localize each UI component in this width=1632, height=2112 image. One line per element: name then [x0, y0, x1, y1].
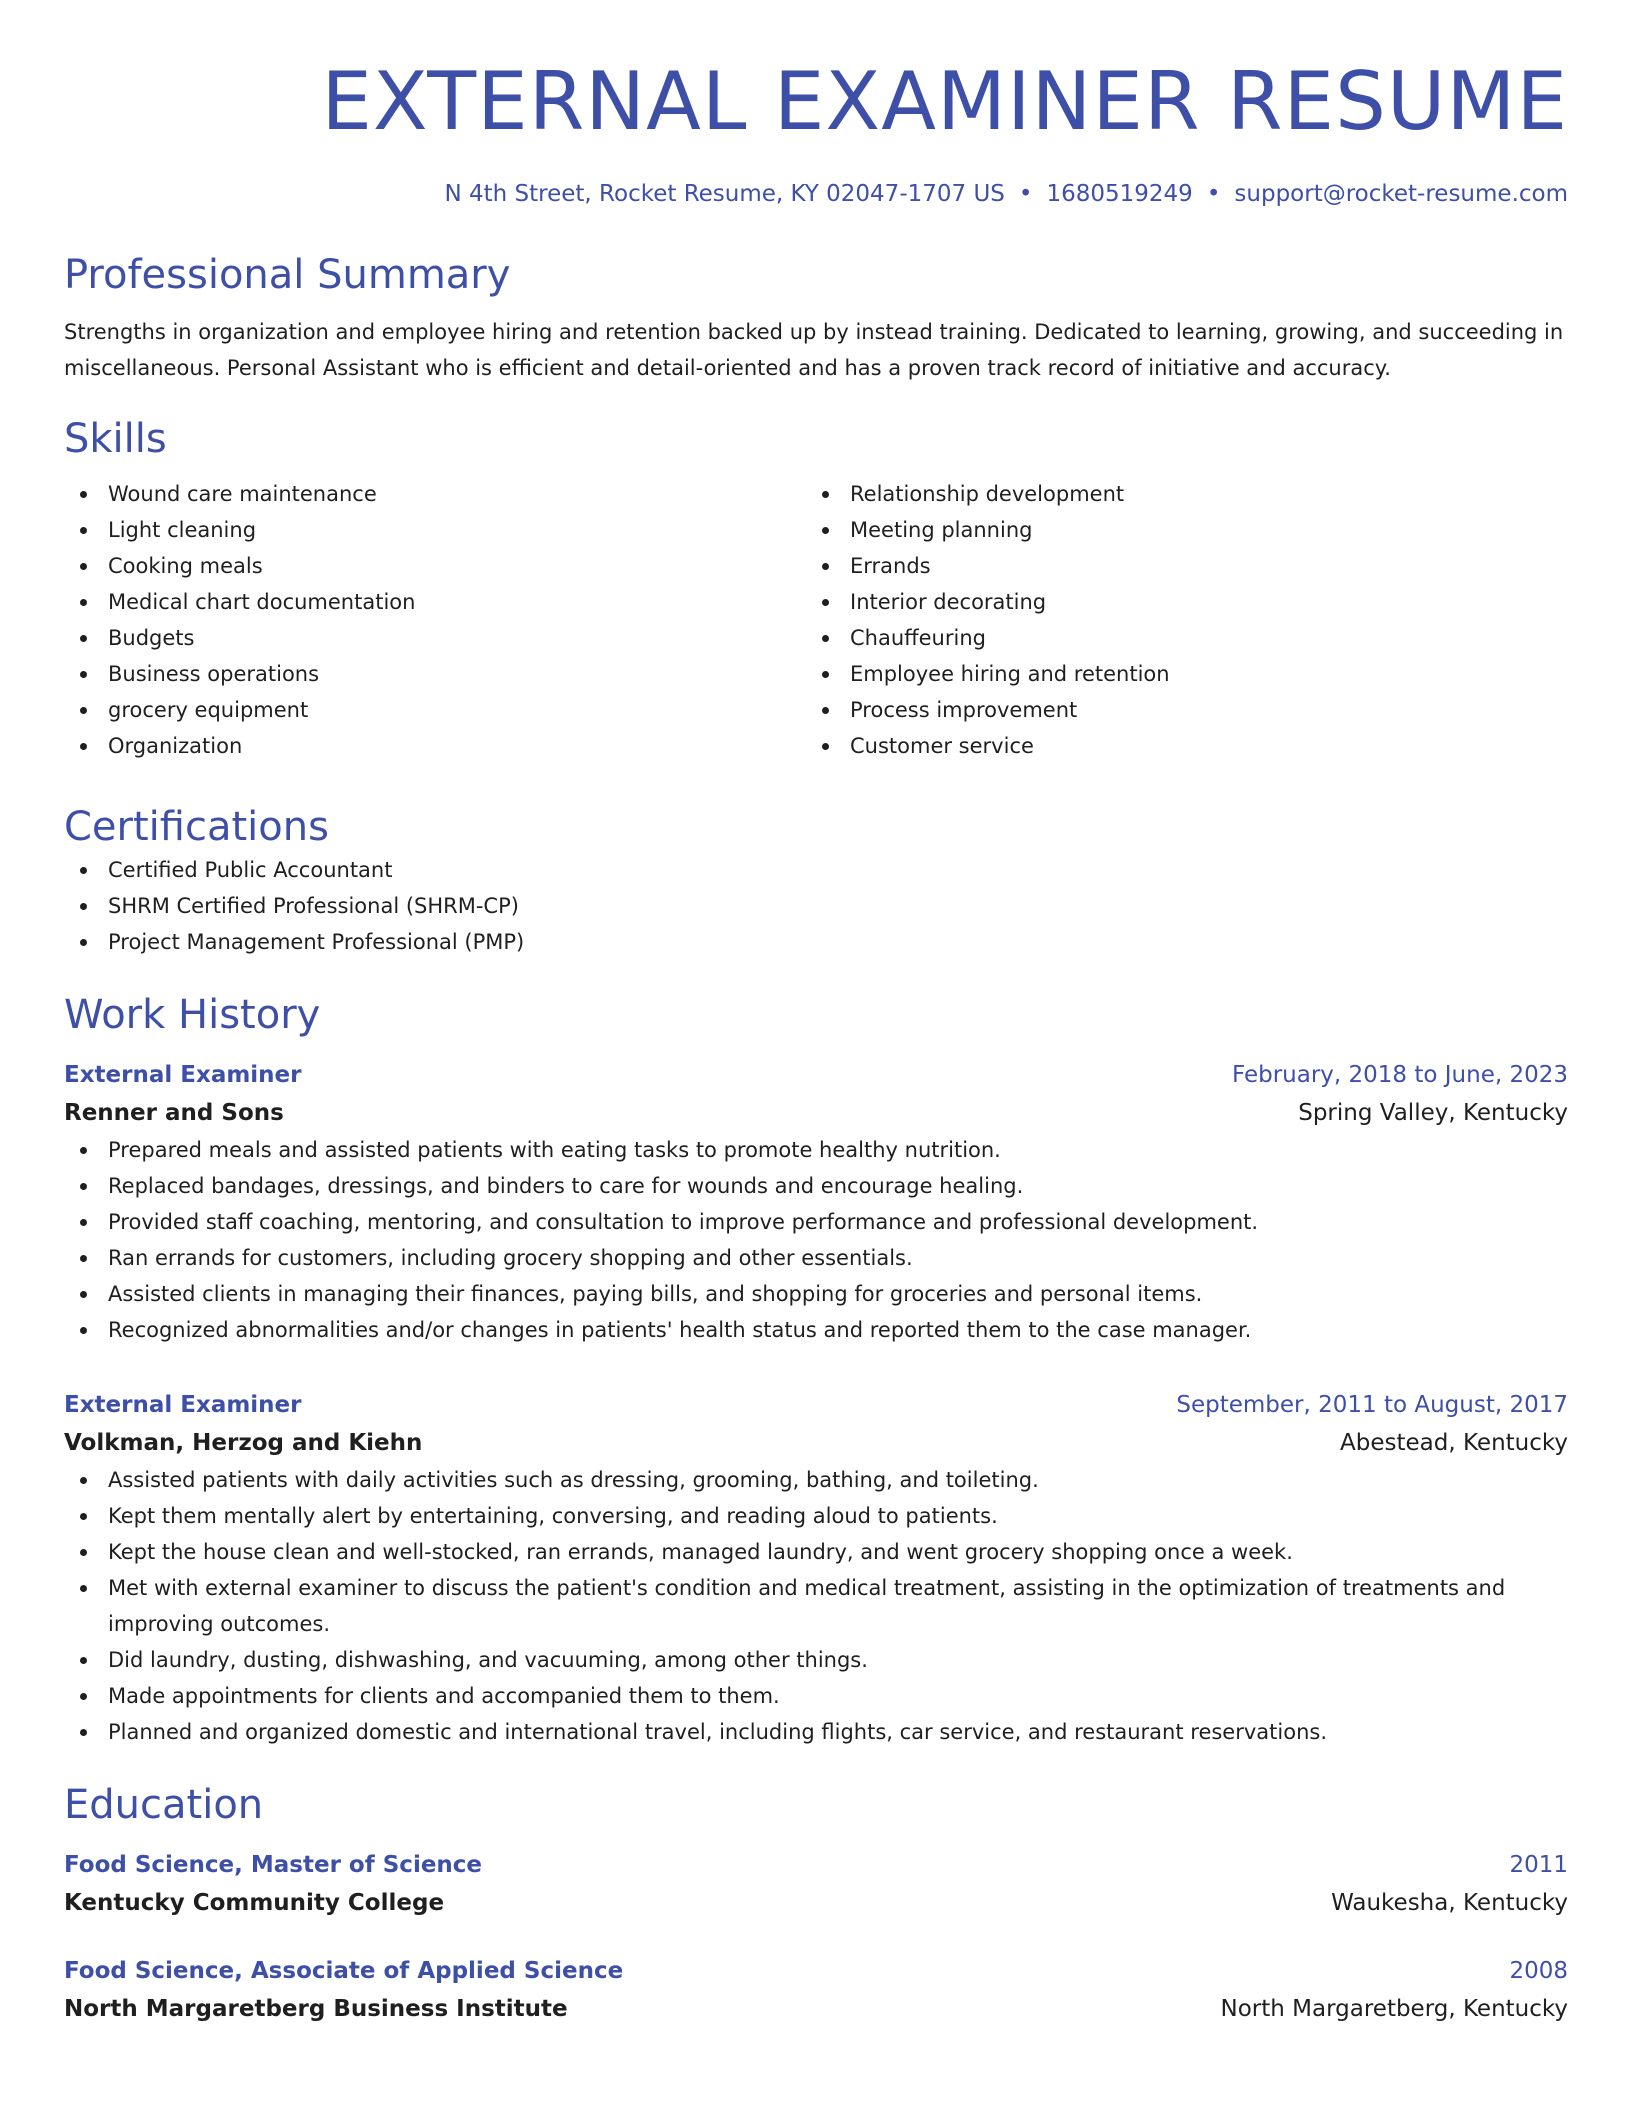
skill-item: Chauffeuring — [806, 620, 1548, 656]
job-header — [64, 1056, 1568, 1094]
education-subheader — [64, 1990, 1568, 2028]
job-subheader — [64, 1424, 1568, 1462]
skills-list-right — [806, 476, 1548, 764]
job-bullet: Assisted patients with daily activities such as dressing, grooming, bathing, and toileting. — [64, 1462, 1568, 1498]
job-role: External Examiner — [64, 1062, 302, 1088]
job-bullet: Made appointments for clients and accompanied them to them. — [64, 1678, 1568, 1714]
education-school: Kentucky Community College — [64, 1890, 445, 1916]
skills-column-left — [64, 476, 806, 764]
job-dates: September, 2011 to August, 2017 — [1176, 1392, 1568, 1418]
education-subheader — [64, 1884, 1568, 1922]
job-bullet: Provided staff coaching, mentoring, and consultation to improve performance and professional development. — [64, 1204, 1568, 1240]
education-location: Waukesha, Kentucky — [1331, 1890, 1568, 1916]
education-degree: Food Science, Associate of Applied Science — [64, 1958, 624, 1984]
job-header — [64, 1386, 1568, 1424]
contact-phone: 1680519249 — [1046, 181, 1193, 207]
job-dates: February, 2018 to June, 2023 — [1231, 1062, 1568, 1088]
skill-item: Medical chart documentation — [64, 584, 806, 620]
skill-item: Process improvement — [806, 692, 1548, 728]
certifications-heading: Certifications — [64, 804, 329, 850]
skill-item: Customer service — [806, 728, 1548, 764]
job-bullet: Prepared meals and assisted patients with eating tasks to promote healthy nutrition. — [64, 1132, 1568, 1168]
skill-item: Light cleaning — [64, 512, 806, 548]
job-location: Spring Valley, Kentucky — [1298, 1100, 1568, 1126]
skill-item: Budgets — [64, 620, 806, 656]
job-subheader — [64, 1094, 1568, 1132]
education-school: North Margaretberg Business Institute — [64, 1996, 568, 2022]
job-entry — [64, 1056, 1568, 1348]
skill-item: Employee hiring and retention — [806, 656, 1548, 692]
resume-title: EXTERNAL EXAMINER RESUME — [321, 55, 1568, 148]
job-entry — [64, 1386, 1568, 1750]
job-location: Abestead, Kentucky — [1340, 1430, 1568, 1456]
contact-separator: • — [1018, 181, 1033, 207]
certifications-list — [64, 852, 1568, 960]
education-header — [64, 1846, 1568, 1884]
skill-item: Organization — [64, 728, 806, 764]
job-company: Volkman, Herzog and Kiehn — [64, 1430, 423, 1456]
job-bullet: Replaced bandages, dressings, and binders to care for wounds and encourage healing. — [64, 1168, 1568, 1204]
skill-item: Cooking meals — [64, 548, 806, 584]
contact-address: N 4th Street, Rocket Resume, KY 02047-1707 US — [444, 181, 1005, 207]
job-bullets — [64, 1462, 1568, 1750]
skills-column-right — [806, 476, 1548, 764]
education-entry — [64, 1952, 1568, 2028]
job-bullet: Ran errands for customers, including grocery shopping and other essentials. — [64, 1240, 1568, 1276]
education-year: 2011 — [1509, 1852, 1568, 1878]
education-location: North Margaretberg, Kentucky — [1220, 1996, 1568, 2022]
education-header — [64, 1952, 1568, 1990]
education-year: 2008 — [1509, 1958, 1568, 1984]
education-heading: Education — [64, 1782, 264, 1828]
skills-columns — [64, 476, 1568, 764]
contact-separator: • — [1206, 181, 1221, 207]
skill-item: Business operations — [64, 656, 806, 692]
job-bullets — [64, 1132, 1568, 1348]
skill-item: grocery equipment — [64, 692, 806, 728]
skill-item: Relationship development — [806, 476, 1548, 512]
certification-item: SHRM Certified Professional (SHRM-CP) — [64, 888, 1568, 924]
job-bullet: Assisted clients in managing their finances, paying bills, and shopping for groceries and personal items. — [64, 1276, 1568, 1312]
summary-heading: Professional Summary — [64, 252, 511, 298]
certification-item: Project Management Professional (PMP) — [64, 924, 1568, 960]
contact-email[interactable]: support@rocket-resume.com — [1234, 181, 1568, 207]
skill-item: Wound care maintenance — [64, 476, 806, 512]
job-bullet: Did laundry, dusting, dishwashing, and vacuuming, among other things. — [64, 1642, 1568, 1678]
skills-heading: Skills — [64, 416, 167, 462]
job-bullet: Kept the house clean and well-stocked, ran errands, managed laundry, and went grocery shopping once a week. — [64, 1534, 1568, 1570]
skill-item: Interior decorating — [806, 584, 1548, 620]
education-entry — [64, 1846, 1568, 1922]
job-bullet: Kept them mentally alert by entertaining, conversing, and reading aloud to patients. — [64, 1498, 1568, 1534]
skill-item: Errands — [806, 548, 1548, 584]
job-bullet: Planned and organized domestic and international travel, including flights, car service, and restaurant reservations. — [64, 1714, 1568, 1750]
skill-item: Meeting planning — [806, 512, 1548, 548]
education-degree: Food Science, Master of Science — [64, 1852, 483, 1878]
job-company: Renner and Sons — [64, 1100, 284, 1126]
job-role: External Examiner — [64, 1392, 302, 1418]
job-bullet: Met with external examiner to discuss the patient's condition and medical treatment, assisting in the optimization of treatments and improving outcomes. — [64, 1570, 1568, 1642]
certification-item: Certified Public Accountant — [64, 852, 1568, 888]
work-history-heading: Work History — [64, 992, 321, 1038]
skills-list-left — [64, 476, 806, 764]
job-bullet: Recognized abnormalities and/or changes in patients' health status and reported them to the case manager. — [64, 1312, 1568, 1348]
summary-text: Strengths in organization and employee hiring and retention backed up by instead training. Dedicated to learning, growing, and succeeding in miscellaneous. Personal Assistant who is efficient and detail-oriented and has a proven track record of initiative and accuracy. — [64, 320, 1564, 380]
contact-line — [64, 178, 1568, 210]
